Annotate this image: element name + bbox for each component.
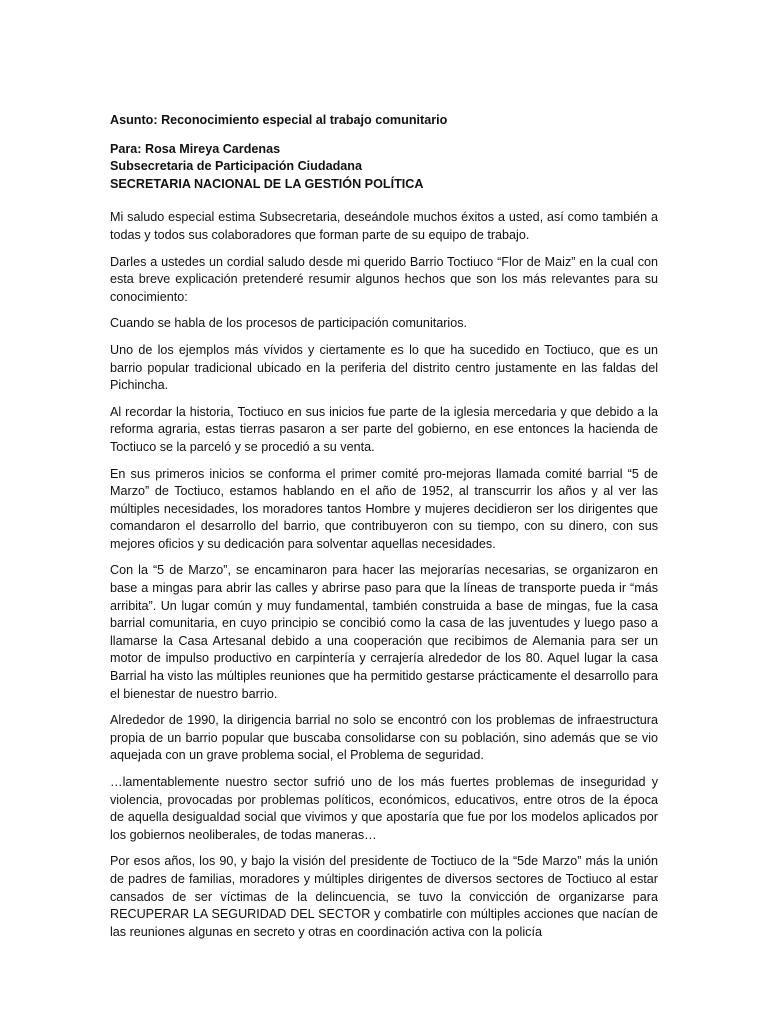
paragraph-introduction: Darles a ustedes un cordial saludo desde mi querido Barrio Toctiuco “Flor de Maiz” en la cual con esta breve explicación pretenderé resumir algunos hechos que son los más relevantes para su conocimiento: (110, 254, 658, 304)
paragraph-security-organization: Por esos años, los 90, y bajo la visión del presidente de Toctiuco de la “5de Marzo” más la unión de padres de familias, moradores y múltiples dirigentes de diversos sectores de Toctiuco al estar cansados de ser víctimas de la delincuencia, se tuvo la convicción de organizarse para RECUPERAR LA SEGURIDAD DEL SECTOR y combatirle con múltiples acciones que nacían de las reuniones algunas en secreto y otras en coordinación activa con la policía (110, 854, 658, 939)
paragraph-1990: Alrededor de 1990, la dirigencia barrial no solo se encontró con los problemas de infraestructura propia de un barrio popular que buscaba consolidarse con su población, sino además que se vio aquejada con un grave problema social, el Problema de seguridad. (110, 713, 658, 763)
paragraph-topic: Cuando se habla de los procesos de participación comunitarios. (110, 316, 468, 331)
letter-page (110, 112, 658, 950)
paragraph-greeting: Mi saludo especial estima Subsecretaria, deseándole muchos éxitos a usted, así como también a todas y todos sus colaboradores que forman parte de su equipo de trabajo. (110, 210, 658, 242)
recipient-name: Para: Rosa Mireya Cardenas (110, 141, 281, 156)
recipient-institution: SECRETARIA NACIONAL DE LA GESTIÓN POLÍTICA (110, 176, 424, 191)
paragraph-mingas: Con la “5 de Marzo”, se encaminaron para hacer las mejorarías necesarias, se organizaron en base a mingas para abrir las calles y abrirse paso para que la líneas de transporte pueda ir “más arribita”. Un lugar común y muy fundamental, también construida a base de mingas, fue la casa barrial comunitaria, en cuyo principio se concibió como la casa de las juventudes y luego paso a llamarse la Casa Artesanal debido a una cooperación que recibimos de Alemania para ser un motor de impulso productivo en carpintería y cerrajería alrededor de los 80. Aquel lugar la casa Barrial ha visto las múltiples reuniones que ha permitido gestarse prácticamente el desarrollo para el bienestar de nuestro barrio. (110, 563, 658, 701)
paragraph-toctiuco-location: Uno de los ejemplos más vívidos y ciertamente es lo que ha sucedido en Toctiuco, que es un barrio popular tradicional ubicado en la periferia del distrito centro justamente en las faldas del Pichincha. (110, 342, 658, 393)
recipient-block (110, 141, 658, 194)
paragraph-history: Al recordar la historia, Toctiuco en sus inicios fue parte de la iglesia mercedaria y que debido a la reforma agraria, estas tierras pasaron a ser parte del gobierno, en ese entonces la hacienda de Toctiuco se la parceló y se procedió a su venta. (110, 404, 658, 454)
subject-line: Asunto: Reconocimiento especial al trabajo comunitario (110, 113, 448, 127)
recipient-office: Subsecretaria de Participación Ciudadana (110, 159, 362, 174)
paragraph-insecurity: …lamentablemente nuestro sector sufrió uno de los más fuertes problemas de inseguridad y violencia, provocadas por problemas políticos, económicos, educativos, entre otros de la época de aquella desigualdad social que vivimos y que apostaría que fue por los modelos aplicados por los gobiernos neoliberales, de todas maneras… (110, 775, 658, 842)
paragraph-first-committee: En sus primeros inicios se conforma el primer comité pro-mejoras llamada comité barrial “5 de Marzo” de Toctiuco, estamos hablando en el año de 1952, al transcurrir los años y al ver las múltiples necesidades, los moradores tantos Hombre y mujeres decidieron ser los dirigentes que comandaron el desarrollo del barrio, que contribuyeron con su tiempo, con su dinero, con sus mejores oficios y su dedicación para solventar aquellas necesidades. (110, 466, 658, 551)
